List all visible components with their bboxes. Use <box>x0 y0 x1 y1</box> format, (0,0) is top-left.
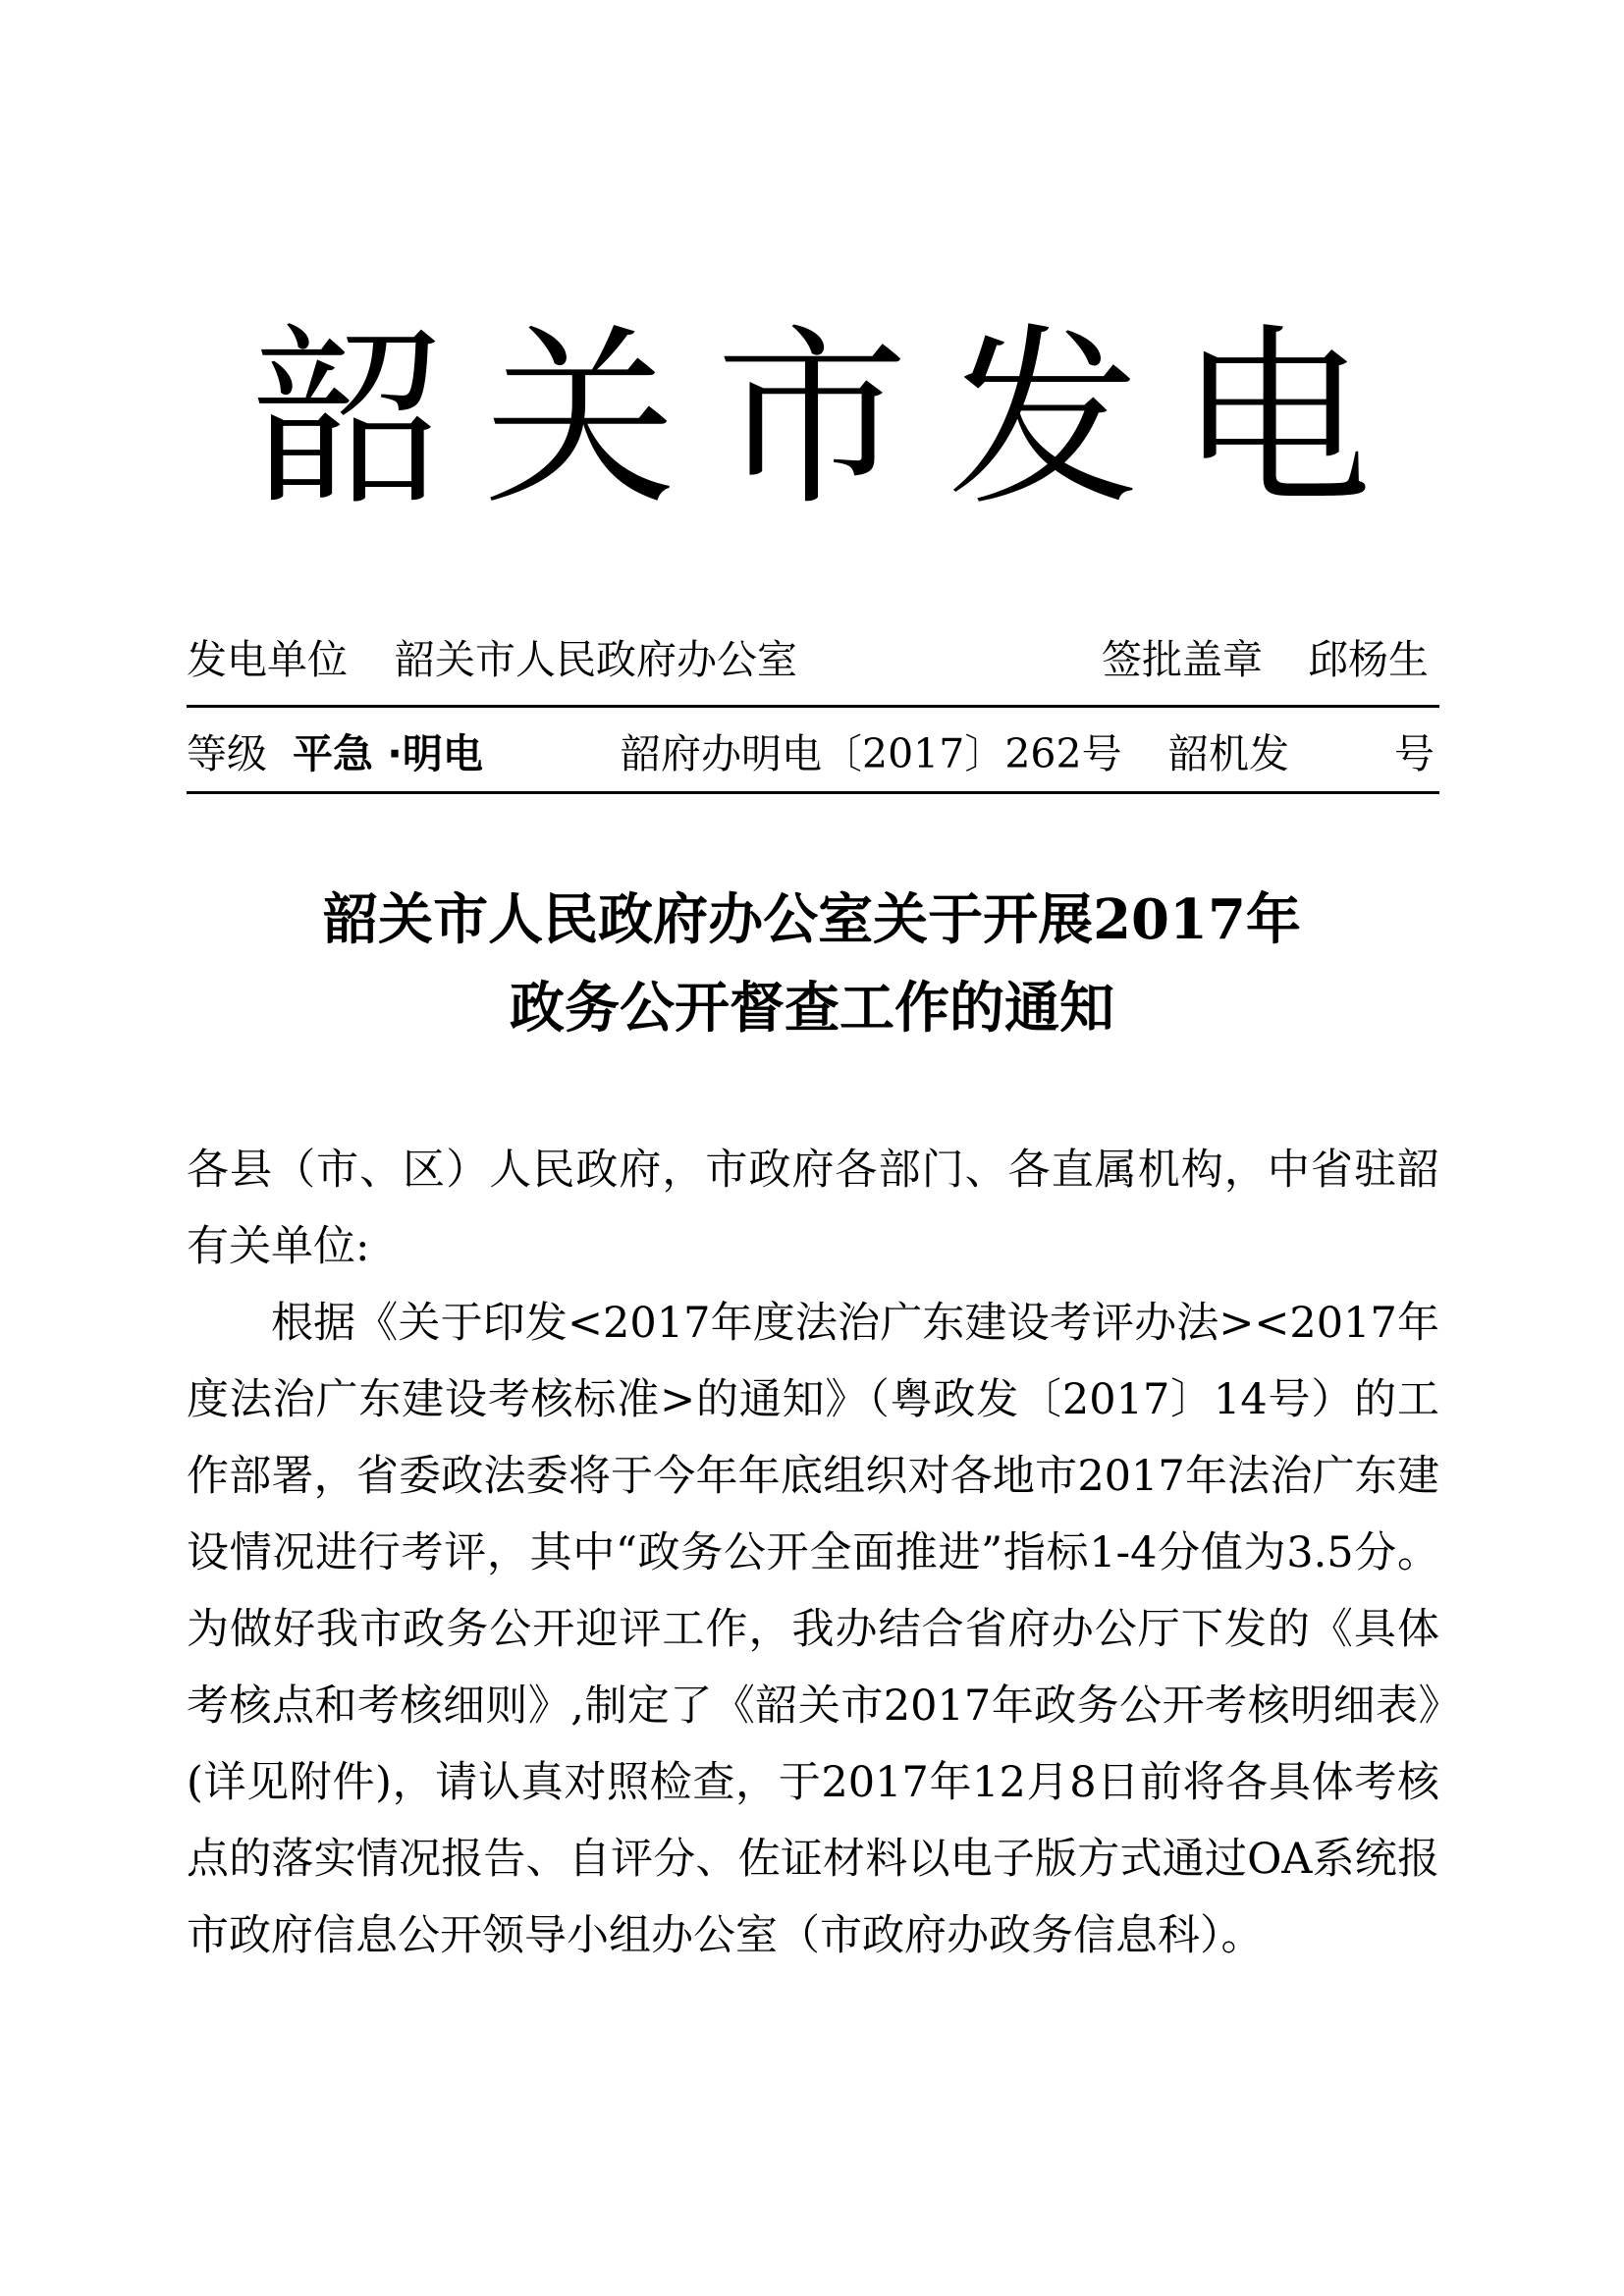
grade-label: 等级 <box>187 730 267 777</box>
header-divider-bottom <box>187 791 1439 794</box>
document-banner: 韶关市发电 <box>251 308 1411 532</box>
salutation: 各县（市、区）人民政府，市政府各部门、各直属机构，中省驻韶有关单位: <box>187 1146 1439 1271</box>
header-row-grade <box>187 724 1439 783</box>
document-title-line2: 政务公开督查工作的通知 <box>510 976 1114 1041</box>
grade-value: 平急 ·明电 <box>293 730 483 777</box>
header-row-issuer <box>187 630 1439 689</box>
doc-number: 韶府办明电〔2017〕262号 <box>621 730 1122 777</box>
body-paragraph: 根据《关于印发<2017年度法治广东建设考评办法><2017年度法治广东建设考核标准>的通知》（粤政发〔2017〕14号）的工作部署，省委政法委将于今年年底组织对各地市2017年法治广东建设情况进行考评，其中“政务公开全面推进”指标1-4分值为3.5分。为做好我市政务公开迎评工作，我办结合省府办公厅下发的《具体考核点和考核细则》,制定了《韶关市2017年政务公开考核明细表》(详见附件)，请认真对照检查，于2017年12月8日前将各具体考核点的落实情况报告、自评分、佐证材料以电子版方式通过OA系统报市政府信息公开领导小组办公室（市政府办政务信息科）。 <box>187 1299 1439 1960</box>
dispatch-label: 韶机发 <box>1168 730 1289 777</box>
dispatch-suffix: 号 <box>1394 730 1435 777</box>
issuer-label: 发电单位 <box>187 636 348 683</box>
sign-label: 签批盖章 <box>1102 636 1263 683</box>
header-divider-top <box>187 705 1439 708</box>
issuer-value: 韶关市人民政府办公室 <box>395 636 797 683</box>
document-title-line1: 韶关市人民政府办公室关于开展2017年 <box>323 887 1301 952</box>
sign-value: 邱杨生 <box>1308 636 1429 683</box>
